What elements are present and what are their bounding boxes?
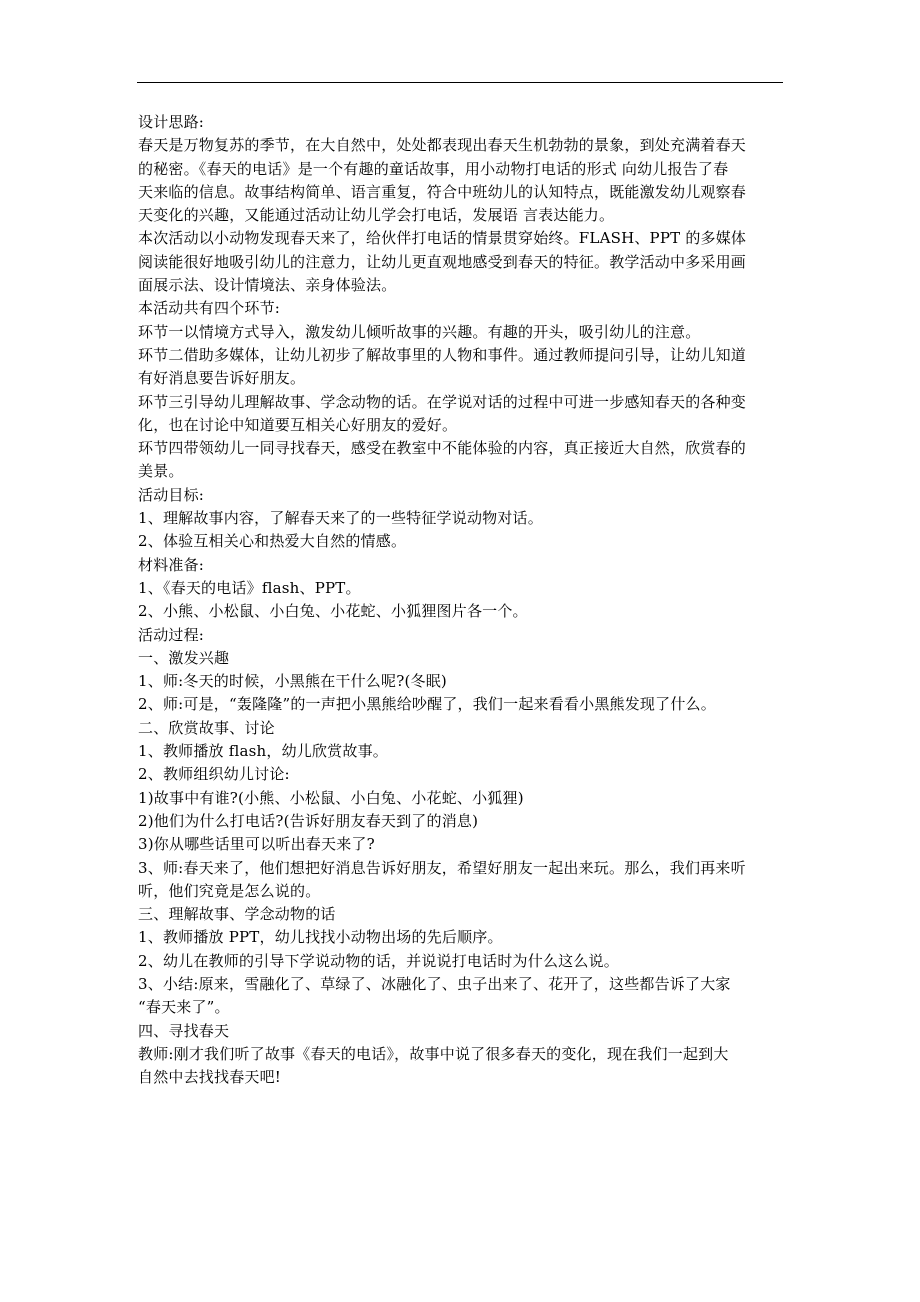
text-line: 美景。 bbox=[138, 462, 184, 481]
text-line: 2)他们为什么打电话?(告诉好朋友春天到了的消息) bbox=[138, 811, 479, 830]
text-line: 的秘密。《春天的电话》是一个有趣的童话故事，用小动物打电话的形式 向幼儿报告了春 bbox=[138, 159, 729, 178]
text-line: 听，他们究竟是怎么说的。 bbox=[138, 881, 321, 900]
text-line: 教师:刚才我们听了故事《春天的电话》，故事中说了很多春天的变化，现在我们一起到大 bbox=[138, 1044, 729, 1063]
text-line: 材料准备: bbox=[138, 555, 205, 574]
text-line: 四、寻找春天 bbox=[138, 1021, 230, 1040]
text-line: 面展示法、设计情境法、亲身体验法。 bbox=[138, 276, 397, 295]
text-line: 本次活动以小动物发现春天来了，给伙伴打电话的情景贯穿始终。FLASH、PPT 的多媒体 bbox=[138, 229, 747, 248]
text-line: 环节一以情境方式导入，激发幼儿倾听故事的兴趣。有趣的开头，吸引幼儿的注意。 bbox=[138, 322, 701, 341]
text-line: 3、小结:原来，雪融化了、草绿了、冰融化了、虫子出来了、花开了，这些都告诉了大家 bbox=[138, 974, 731, 993]
text-line: 二、欣赏故事、讨论 bbox=[138, 718, 275, 737]
text-line: 三、理解故事、学念动物的话 bbox=[138, 905, 336, 924]
text-line: 有好消息要告诉好朋友。 bbox=[138, 369, 306, 388]
text-line: 1)故事中有谁?(小熊、小松鼠、小白兔、小花蛇、小狐狸) bbox=[138, 788, 524, 807]
text-line: 本活动共有四个环节: bbox=[138, 299, 281, 318]
text-line: 2、小熊、小松鼠、小白兔、小花蛇、小狐狸图片各一个。 bbox=[138, 602, 528, 621]
text-line: 1、理解故事内容，了解春天来了的一些特征学说动物对话。 bbox=[138, 509, 543, 528]
text-line: “春天来了”。 bbox=[138, 998, 230, 1017]
text-line: 环节四带领幼儿一同寻找春天，感受在教室中不能体验的内容，真正接近大自然，欣赏春的 bbox=[138, 439, 747, 458]
text-line: 2、教师组织幼儿讨论: bbox=[138, 765, 290, 784]
text-line: 环节二借助多媒体，让幼儿初步了解故事里的人物和事件。通过教师提问引导，让幼儿知道 bbox=[138, 345, 747, 364]
text-line: 1、《春天的电话》flash、PPT。 bbox=[138, 578, 361, 597]
text-line: 3)你从哪些话里可以听出春天来了? bbox=[138, 835, 375, 854]
header-rule bbox=[137, 82, 783, 83]
text-line: 春天是万物复苏的季节，在大自然中，处处都表现出春天生机勃勃的景象，到处充满着春天 bbox=[138, 136, 747, 155]
text-line: 阅读能很好地吸引幼儿的注意力，让幼儿更直观地感受到春天的特征。教学活动中多采用画 bbox=[138, 252, 747, 271]
text-line: 2、体验互相关心和热爱大自然的情感。 bbox=[138, 532, 407, 551]
text-line: 2、师:可是，“轰隆隆”的一声把小黑熊给吵醒了，我们一起来看看小黑熊发现了什么。 bbox=[138, 695, 716, 714]
text-line: 天来临的信息。故事结构简单、语言重复，符合中班幼儿的认知特点，既能激发幼儿观察春 bbox=[138, 182, 747, 201]
text-line: 1、教师播放 PPT，幼儿找找小动物出场的先后顺序。 bbox=[138, 928, 503, 947]
text-line: 设计思路: bbox=[138, 113, 205, 131]
text-line: 环节三引导幼儿理解故事、学念动物的话。在学说对话的过程中可进一步感知春天的各种变 bbox=[138, 392, 747, 411]
text-line: 天变化的兴趣，又能通过活动让幼儿学会打电话，发展语 言表达能力。 bbox=[138, 206, 615, 225]
text-line: 1、教师播放 flash，幼儿欣赏故事。 bbox=[138, 742, 388, 761]
text-line: 一、激发兴趣 bbox=[138, 648, 230, 667]
text-line: 活动目标: bbox=[138, 485, 205, 504]
text-line: 1、师:冬天的时候，小黑熊在干什么呢?(冬眠) bbox=[138, 672, 447, 691]
text-line: 3、师:春天来了，他们想把好消息告诉好朋友，希望好朋友一起出来玩。那么，我们再来听 bbox=[138, 858, 746, 877]
document-body bbox=[138, 111, 784, 1089]
text-line: 2、幼儿在教师的引导下学说动物的话，并说说打电话时为什么这么说。 bbox=[138, 951, 619, 970]
text-line: 化，也在讨论中知道要互相关心好朋友的爱好。 bbox=[138, 415, 458, 434]
text-line: 自然中去找找春天吧! bbox=[138, 1068, 282, 1087]
text-line: 活动过程: bbox=[138, 625, 205, 644]
